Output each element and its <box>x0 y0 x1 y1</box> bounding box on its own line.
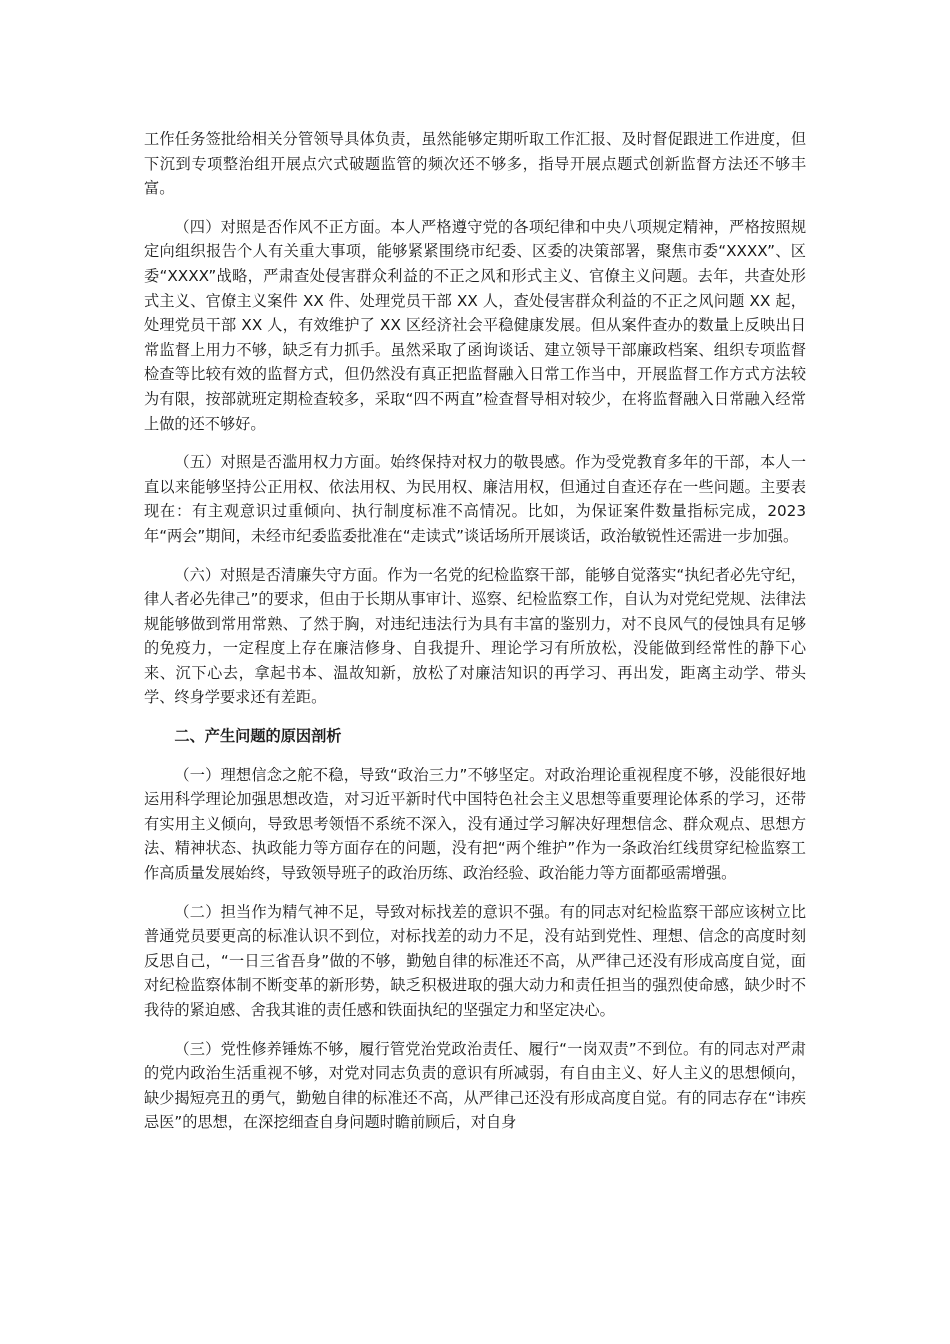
section-heading: 二、产生问题的原因剖析 <box>174 727 342 746</box>
paragraph-party-spirit: （三）党性修养锤炼不够，履行管党治党政治责任、履行“一岗双责”不到位。有的同志对严肃的党内政治生活重视不够，对党对同志负责的意识有所减弱，有自由主义、好人主义的思想倾向，缺少揭短亮丑的勇气，勤勉自律的标准还不高，从严律己还没有形成高度自觉。有的同志存在“讳疾忌医”的思想，在深挖细查自身问题时瞻前顾后，对自身 <box>144 1039 806 1132</box>
paragraph-integrity: （六）对照是否清廉失守方面。作为一名党的纪检监察干部，能够自觉落实“执纪者必先守纪，律人者必先律己”的要求，但由于长期从事审计、巡察、纪检监察工作，自认为对党纪党规、法律法规能够做到常用常熟、了然于胸，对违纪违法行为具有丰富的鉴别力，对不良风气的侵蚀具有足够的免疫力，一定程度上存在廉洁修身、自我提升、理论学习有所放松，没能做到经常性的静下心来、沉下心去，拿起书本、温故知新，放松了对廉洁知识的再学习、再出发，距离主动学、带头学、终身学要求还有差距。 <box>144 565 806 707</box>
paragraph-abuse-of-power: （五）对照是否滥用权力方面。始终保持对权力的敬畏感。作为受党教育多年的干部，本人一直以来能够坚持公正用权、依法用权、为民用权、廉洁用权，但通过自查还存在一些问题。主要表现在：有主观意识过重倾向、执行制度标准不高情况。比如，为保证案件数量指标完成，2023 年“两会”期间，未经市纪委监委批准在“走读式”谈话场所开展谈话，政治敏锐性还需进一步加强。 <box>144 453 806 545</box>
paragraph-responsibility: （二）担当作为精气神不足，导致对标找差的意识不强。有的同志对纪检监察干部应该树立比普通党员要更高的标准认识不到位，对标找差的动力不足，没有站到党性、理想、信念的高度时刻反思自己，“一日三省吾身”做的不够，勤勉自律的标准还不高，从严律己还没有形成高度自觉，面对纪检监察体制不断变革的新形势，缺乏积极进取的强大动力和责任担当的强烈使命感，缺少时不我待的紧迫感、舍我其谁的责任感和铁面执纪的坚强定力和坚定决心。 <box>144 902 806 1019</box>
paragraph-work-style: （四）对照是否作风不正方面。本人严格遵守党的各项纪律和中央八项规定精神，严格按照规定向组织报告个人有关重大事项，能够紧紧围绕市纪委、区委的决策部署，聚焦市委“XXXX”、区委“XXXX”战略，严肃查处侵害群众利益的不正之风和形式主义、官僚主义问题。去年，共查处形式主义、官僚主义案件 XX 件、处理党员干部 XX 人，查处侵害群众利益的不正之风问题 XX 起，处理党员干部 XX 人，有效维护了 XX 区经济社会平稳健康发展。但从案件查办的数量上反映出日常监督上用力不够，缺乏有力抓手。虽然采取了函询谈话、建立领导干部廉政档案、组织专项监督检查等比较有效的监督方式，但仍然没有真正把监督融入日常工作当中，开展监督工作方式方法较为有限，按部就班定期检查较多，采取“四不两直”检查督导相对较少，在将监督融入日常融入经常上做的还不够好。 <box>144 217 806 433</box>
document-page <box>144 127 806 1149</box>
paragraph-continued: 工作任务签批给相关分管领导具体负责，虽然能够定期听取工作汇报、及时督促跟进工作进度，但下沉到专项整治组开展点穴式破题监管的频次还不够多，指导开展点题式创新监督方法还不够丰富。 <box>144 130 806 198</box>
paragraph-ideals-beliefs: （一）理想信念之舵不稳，导致“政治三力”不够坚定。对政治理论重视程度不够，没能很好地运用科学理论加强思想改造，对习近平新时代中国特色社会主义思想等重要理论体系的学习，还带有实用主义倾向，导致思考领悟不系统不深入，没有通过学习解决好理想信念、群众观点、思想方法、精神状态、执政能力等方面存在的问题，没有把“两个维护”作为一条政治红线贯穿纪检监察工作高质量发展始终，导致领导班子的政治历练、政治经验、政治能力等方面都亟需增强。 <box>144 765 806 883</box>
